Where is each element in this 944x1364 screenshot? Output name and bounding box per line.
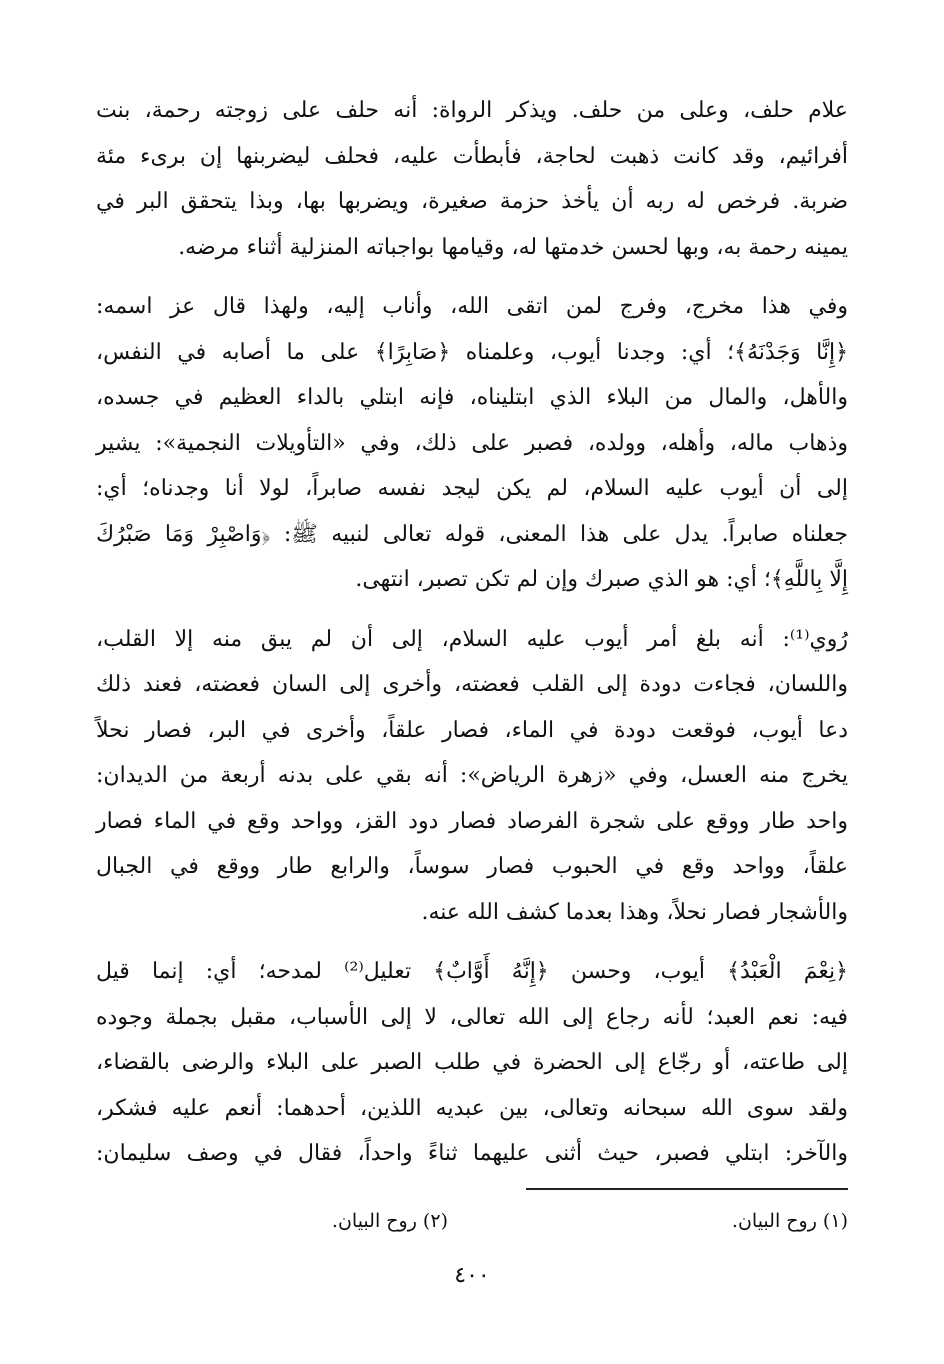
body-text	[96, 88, 848, 1191]
paragraph-4	[96, 949, 848, 1177]
text-line: والآخر: ابتلي فصبر، حيث أثنى عليهما ثناءً واحداً، فقال في وصف سليمان:	[96, 1141, 848, 1166]
footnotes	[288, 1204, 848, 1238]
text-line: ﴿إِنَّا وَجَدْنَهُ﴾؛ أي: وجدنا أيوب، وعلمناه ﴿صَابِرًا﴾ على ما أصابه في النفس،	[96, 339, 848, 365]
text-line: أفرائيم، وقد كانت ذهبت لحاجة، فأبطأت عليه، فحلف ليضربنها إن برىء مئة	[96, 143, 849, 169]
text-line: ولقد سوى الله سبحانه وتعالى، بين عبديه اللذين، أحدهما: أنعم عليه فشكر،	[96, 1095, 848, 1121]
text-line: دعا أيوب، فوقعت دودة في الماء، فصار علقاً، وأخرى في البر، فصار نحلاً	[96, 717, 848, 743]
footnote-1: (١) روح البيان.	[731, 1210, 848, 1232]
text-line: والأهل، والمال من البلاء الذي ابتليناه، فإنه ابتلي بالداء العظيم في جسده،	[96, 385, 848, 410]
text-line: فيه: نعم العبد؛ لأنه رجاع إلى الله تعالى، لا إلى الأسباب، مقبل بجملة وجوده	[96, 1004, 848, 1030]
text-line: علام حلف، وعلى من حلف. ويذكر الرواة: أنه حلف على زوجته رحمة، بنت	[96, 98, 848, 123]
text-line: رُوي⁽¹⁾: أنه بلغ أمر أيوب عليه السلام، إلى أن لم يبق منه إلا القلب،	[96, 626, 848, 652]
paragraph-2	[96, 284, 848, 603]
text-line: والأشجار فصار نحلاً، وهذا بعدما كشف الله عنه.	[421, 899, 848, 925]
text-line: إلى طاعته، أو رجّاع إلى الحضرة في طلب الصبر على البلاء والرضى بالقضاء،	[96, 1050, 848, 1075]
paragraph-1	[96, 88, 848, 270]
paragraph-3	[96, 617, 848, 936]
text-line: وذهاب ماله، وأهله، وولده، فصبر على ذلك، وفي «التأويلات النجمية»: يشير	[96, 430, 848, 456]
text-line: جعلناه صابراً. يدل على هذا المعنى، قوله تعالى لنبيه ﷺ: ﴿وَاصْبِرْ وَمَا صَبْرُكَ	[96, 521, 848, 547]
text-line: وفي هذا مخرج، وفرج لمن اتقى الله، وأناب إليه، ولهذا قال عز اسمه:	[96, 294, 848, 319]
footnote-2: (٢) روح البيان.	[331, 1210, 448, 1232]
text-line: يخرج منه العسل، وفي «زهرة الرياض»: أنه بقي على بدنه أربعة من الديدان:	[96, 763, 848, 788]
footnote-divider	[526, 1188, 848, 1190]
text-line: إلى أن أيوب عليه السلام، لم يكن ليجد نفسه صابراً، لولا أنا وجدناه؛ أي:	[96, 476, 848, 501]
text-line: ضربة. فرخص له ربه أن يأخذ حزمة صغيرة، ويضربها بها، وبذا يتحقق البر في	[96, 189, 848, 214]
text-line: يمينه رحمة به، وبها لحسن خدمتها له، وقيامها بواجباته المنزلية أثناء مرضه.	[178, 234, 848, 260]
text-line: واللسان، فجاءت دودة إلى القلب فعضته، وأخرى إلى السان فعضته، فعند ذلك	[96, 672, 848, 697]
text-line: واحد طار ووقع على شجرة الفرصاد فصار دود القز، وواحد وقع في الماء فصار	[96, 808, 848, 834]
page-number: ٤٠٠	[454, 1263, 490, 1288]
text-line: ﴿نِعْمَ الْعَبْدُ﴾ أيوب، وحسن ﴿إِنَّهُ أَوَّابٌ﴾ تعليل⁽²⁾ لمدحه؛ أي: إنما قيل	[96, 959, 849, 984]
text-line: إِلَّا بِاللَّهِ﴾؛ أي: هو الذي صبرك وإن لم تكن تصبر، انتهى.	[355, 567, 848, 592]
text-line: علقاً، وواحد وقع في الحبوب فصار سوساً، والرابع طار ووقع في الجبال	[96, 854, 848, 879]
